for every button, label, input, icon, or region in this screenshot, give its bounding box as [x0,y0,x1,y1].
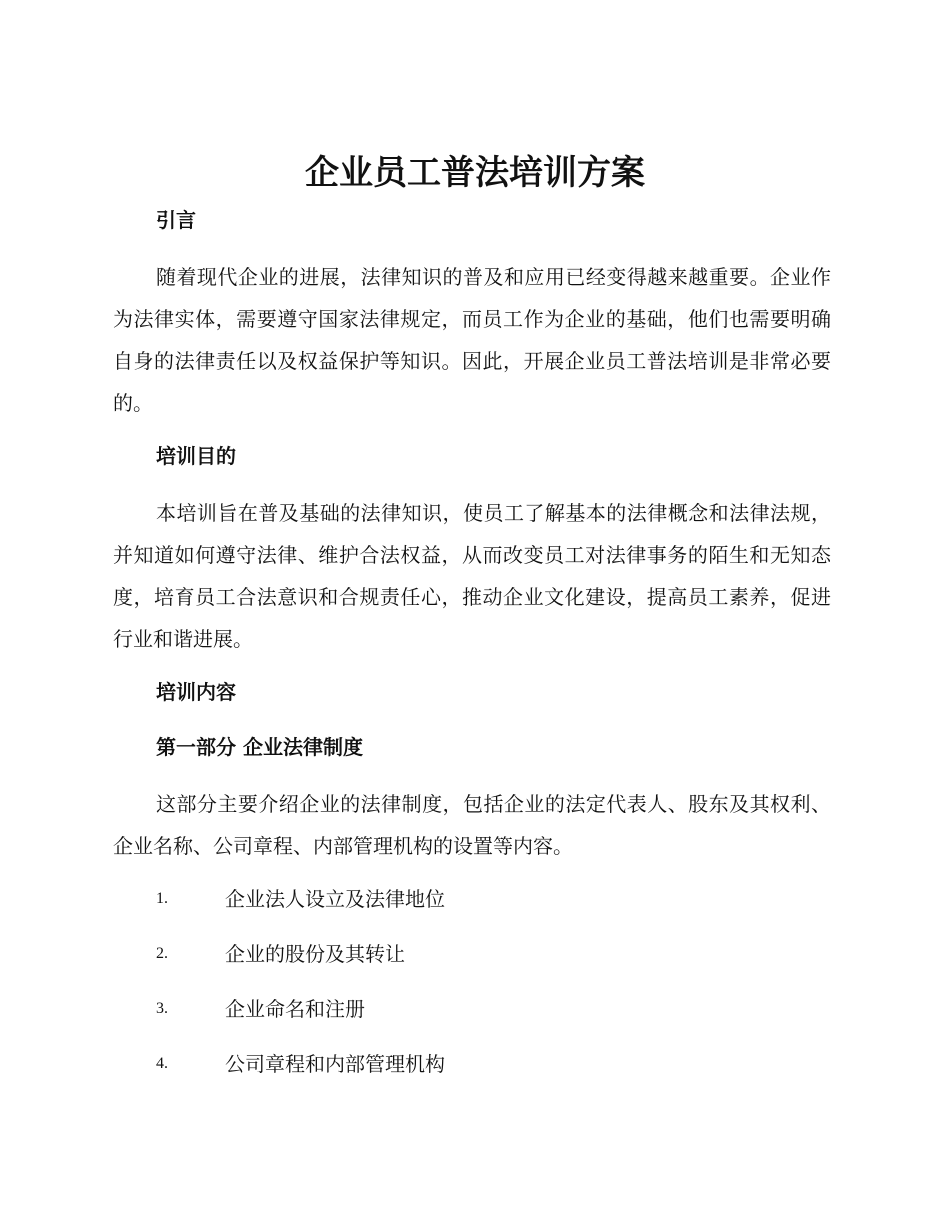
list-item-number: 3. [156,1000,168,1017]
list-item-text: 企业的股份及其转让 [225,942,405,966]
list-item-text: 企业命名和注册 [225,997,365,1021]
document-title: 企业员工普法培训方案 [305,153,645,193]
list-item-text: 公司章程和内部管理机构 [225,1052,445,1076]
section-heading-part-one: 第一部分 企业法律制度 [156,735,363,759]
list-item-text: 企业法人设立及法律地位 [225,887,445,911]
section-paragraph-part-one: 这部分主要介绍企业的法律制度，包括企业的法定代表人、股东及其权利、企业名称、公司章程、内部管理机构的设置等内容。 [113,792,831,858]
list-item-number: 1. [156,890,168,907]
list-item-number: 4. [156,1055,168,1072]
list-item [156,1048,796,1080]
list-item [156,938,796,970]
list-item [156,883,796,915]
list-item-number: 2. [156,945,168,962]
section-heading-training-purpose: 培训目的 [156,444,236,468]
section-heading-training-content: 培训内容 [156,680,236,704]
section-heading-introduction: 引言 [156,208,196,232]
section-paragraph-training-purpose: 本培训旨在普及基础的法律知识，使员工了解基本的法律概念和法律法规，并知道如何遵守法律、维护合法权益，从而改变员工对法律事务的陌生和无知态度，培育员工合法意识和合规责任心，推动企业文化建设，提高员工素养，促进行业和谐进展。 [113,501,831,651]
list-item [156,993,796,1025]
section-paragraph-introduction: 随着现代企业的进展，法律知识的普及和应用已经变得越来越重要。企业作为法律实体，需要遵守国家法律规定，而员工作为企业的基础，他们也需要明确自身的法律责任以及权益保护等知识。因此，开展企业员工普法培训是非常必要的。 [113,265,831,415]
